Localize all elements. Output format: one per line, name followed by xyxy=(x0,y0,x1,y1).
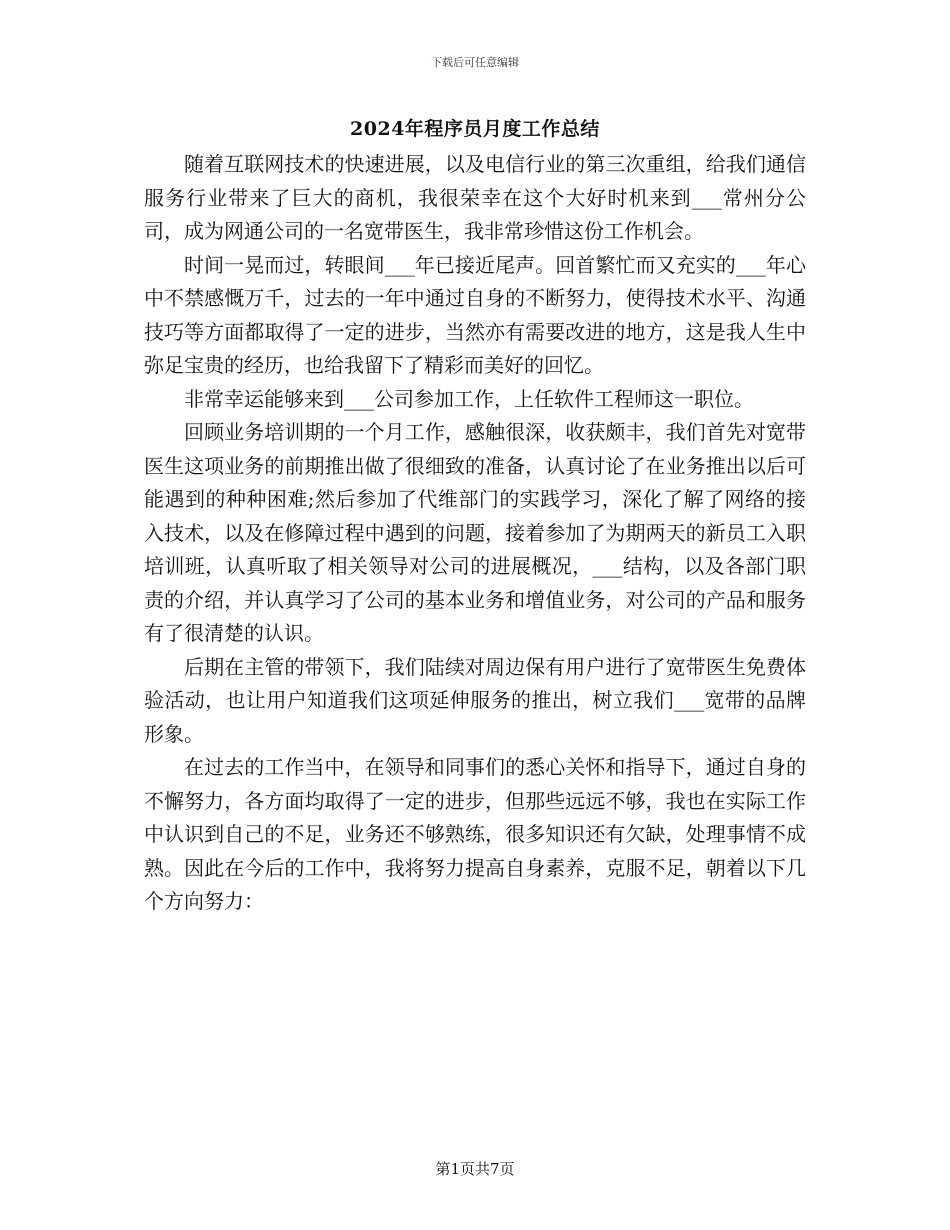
header-note: 下载后可任意编辑 xyxy=(431,56,519,69)
paragraph-3: 非常幸运能够来到___公司参加工作，上任软件工程师这一职位。 xyxy=(184,386,754,411)
document-body xyxy=(144,148,806,919)
document-title: 2024年程序员月度工作总结 xyxy=(350,118,600,140)
page-footer: 第1页共7页 xyxy=(435,1160,515,1178)
paragraph-4: 回顾业务培训期的一个月工作，感触很深，收获颇丰，我们首先对宽带医生这项业务的前期推出做了很细致的准备，认真讨论了在业务推出以后可能遇到的种种困难;然后参加了代维部门的实践学习，深化了解了网络的接入技术，以及在修障过程中遇到的问题，接着参加了为期两天的新员工入职培训班，认真听取了相关领导对公司的进展概况，___结构，以及各部门职责的介绍，并认真学习了公司的基本业务和增值业务，对公司的产品和服务有了很清楚的认识。 xyxy=(144,420,806,645)
paragraph-6: 在过去的工作当中，在领导和同事们的悉心关怀和指导下，通过自身的不懈努力，各方面均取得了一定的进步，但那些远远不够，我也在实际工作中认识到自己的不足，业务还不够熟练，很多知识还有欠缺，处理事情不成熟。因此在今后的工作中，我将努力提高自身素养，克服不足，朝着以下几个方向努力： xyxy=(144,755,806,913)
paragraph-1: 随着互联网技术的快速进展，以及电信行业的第三次重组，给我们通信服务行业带来了巨大的商机，我很荣幸在这个大好时机来到___常州分公司，成为网通公司的一名宽带医生，我非常珍惜这份工作机会。 xyxy=(144,152,806,243)
paragraph-5: 后期在主管的带领下，我们陆续对周边保有用户进行了宽带医生免费体验活动，也让用户知道我们这项延伸服务的推出，树立我们___宽带的品牌形象。 xyxy=(144,654,806,746)
paragraph-2: 时间一晃而过，转眼间___年已接近尾声。回首繁忙而又充实的___年心中不禁感慨万千，过去的一年中通过自身的不断努力，使得技术水平、沟通技巧等方面都取得了一定的进步，当然亦有需要改进的地方，这是我人生中弥足宝贵的经历，也给我留下了精彩而美好的回忆。 xyxy=(144,252,806,377)
